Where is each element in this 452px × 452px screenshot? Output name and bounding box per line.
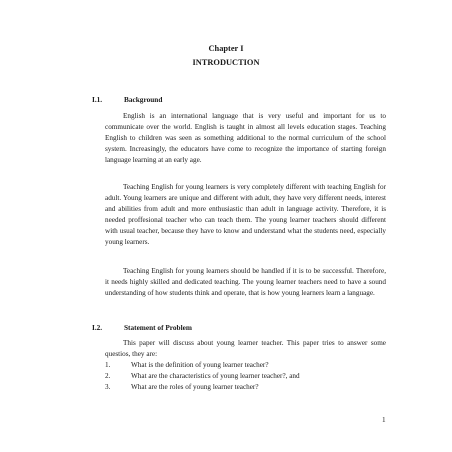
section-title: Background xyxy=(124,95,163,104)
section-number: I.1. xyxy=(92,95,103,104)
chapter-label: Chapter I xyxy=(208,44,244,53)
list-text: What are the roles of young learner teacher? xyxy=(131,383,259,391)
paragraph: Teaching English for young learners is very completely different with teaching English for adult. Young learners are unique and different with adult, they have very different needs, interest and abilities from adult and more enthusiastic than adult in language activity. Therefore, it is needed proffesional teacher who can teach them. The young learner teachers should different with usual teacher, because they have to know and understand what the students need, especially young learners. xyxy=(105,183,386,247)
list-text: What are the characteristics of young learner teacher?, and xyxy=(131,372,300,380)
section-title: Statement of Problem xyxy=(124,323,192,332)
paragraph: Teaching English for young learners should be handled if it is to be successful. Therefore, it needs highly skilled and dedicated teaching. The young learner teachers need to have a sound understanding of how students think and operate, that is how young learners learn a language. xyxy=(105,267,386,298)
list-number: 2. xyxy=(105,372,111,380)
list-number: 1. xyxy=(105,361,111,369)
list-text: What is the definition of young learner teacher? xyxy=(131,361,269,369)
paragraph: This paper will discuss about young learner teacher. This paper tries to answer some questios, they are: xyxy=(105,339,386,359)
chapter-title: INTRODUCTION xyxy=(192,58,260,67)
section-number: I.2. xyxy=(92,323,103,332)
list-number: 3. xyxy=(105,383,111,391)
paragraph: English is an international language that is very useful and important for us to communicate over the world. English is taught in almost all levels education stages. Teaching English to children was seen as something additional to the normal curriculum of the school system. Increasingly, the educators have come to recognize the importance of starting foreign language learning at an early age. xyxy=(105,112,386,165)
page-number: 1 xyxy=(382,416,386,424)
